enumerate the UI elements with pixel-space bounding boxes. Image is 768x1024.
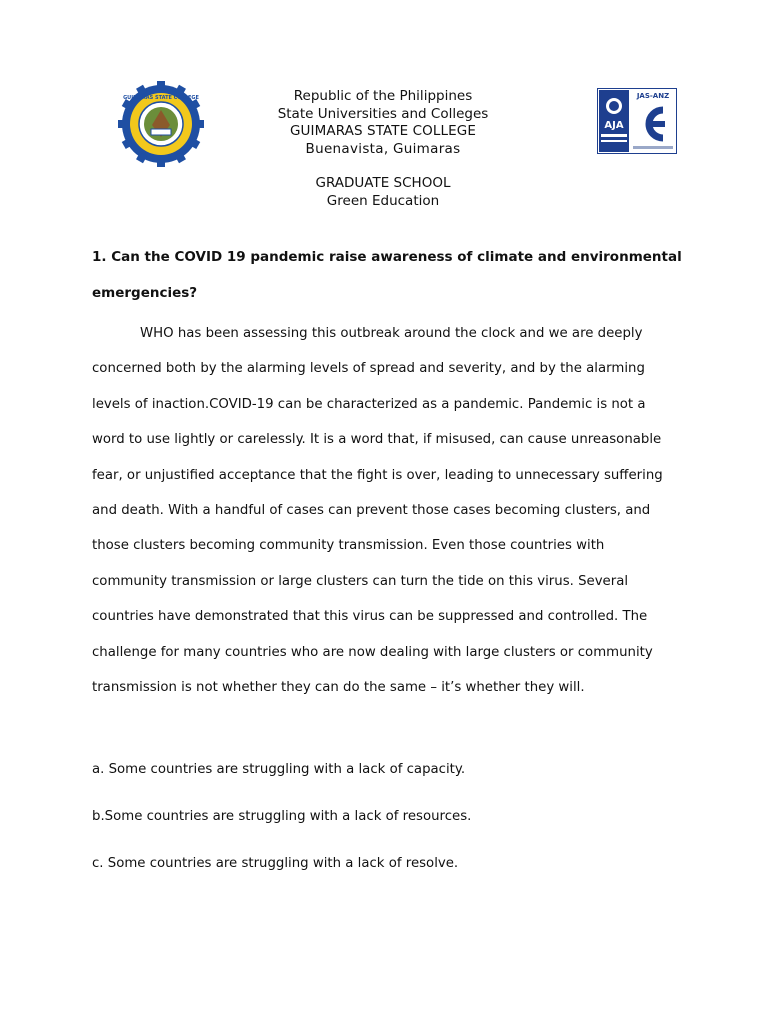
header-suc: State Universities and Colleges	[277, 105, 489, 122]
answer-paragraph	[92, 316, 682, 705]
header-republic: Republic of the Philippines	[293, 88, 473, 104]
school-block	[200, 175, 566, 210]
items-list	[92, 758, 682, 899]
certification-badge-icon	[597, 88, 677, 154]
document-header	[200, 88, 566, 158]
college-address: Buenavista, Guimaras	[305, 140, 461, 157]
seal-text: GUIMARAS STATE COLLEGE	[123, 95, 199, 101]
badge-top-text: JAS-ANZ	[636, 92, 670, 100]
list-item: c. Some countries are struggling with a lack of resolve.	[92, 856, 459, 871]
question-heading: 1. Can the COVID 19 pandemic raise awareness of climate and environmental emergencies?	[92, 249, 682, 301]
badge-brand: AJA	[604, 120, 624, 131]
list-item: b.Some countries are struggling with a lack of resources.	[92, 809, 472, 824]
college-name: GUIMARAS STATE COLLEGE	[290, 123, 476, 139]
program-name: Green Education	[326, 192, 440, 209]
answer-paragraph-text: WHO has been assessing this outbreak around the clock and we are deeply concerned both by the alarming levels of spread and severity, and by the alarming levels of inaction.COVID-19 can be characterized as a pandemic. Pandemic is not a word to use lightly or carelessly. It is a word that, if misused, can cause unreasonable fear, or unjustified acceptance that the fight is over, leading to unnecessary suffering and death. With a handful of cases can prevent those cases becoming clusters, and those clusters becoming community transmission. Even those countries with community transmission or large clusters can turn the tide on this virus. Several countries have demonstrated that this virus can be suppressed and controlled. The challenge for many countries who are now dealing with large clusters or community transmission is not whether they can do the same – it’s whether they will.	[92, 326, 663, 696]
college-seal-icon	[118, 81, 204, 167]
list-item: a. Some countries are struggling with a lack of capacity.	[92, 762, 466, 777]
school-name: GRADUATE SCHOOL	[315, 175, 451, 191]
